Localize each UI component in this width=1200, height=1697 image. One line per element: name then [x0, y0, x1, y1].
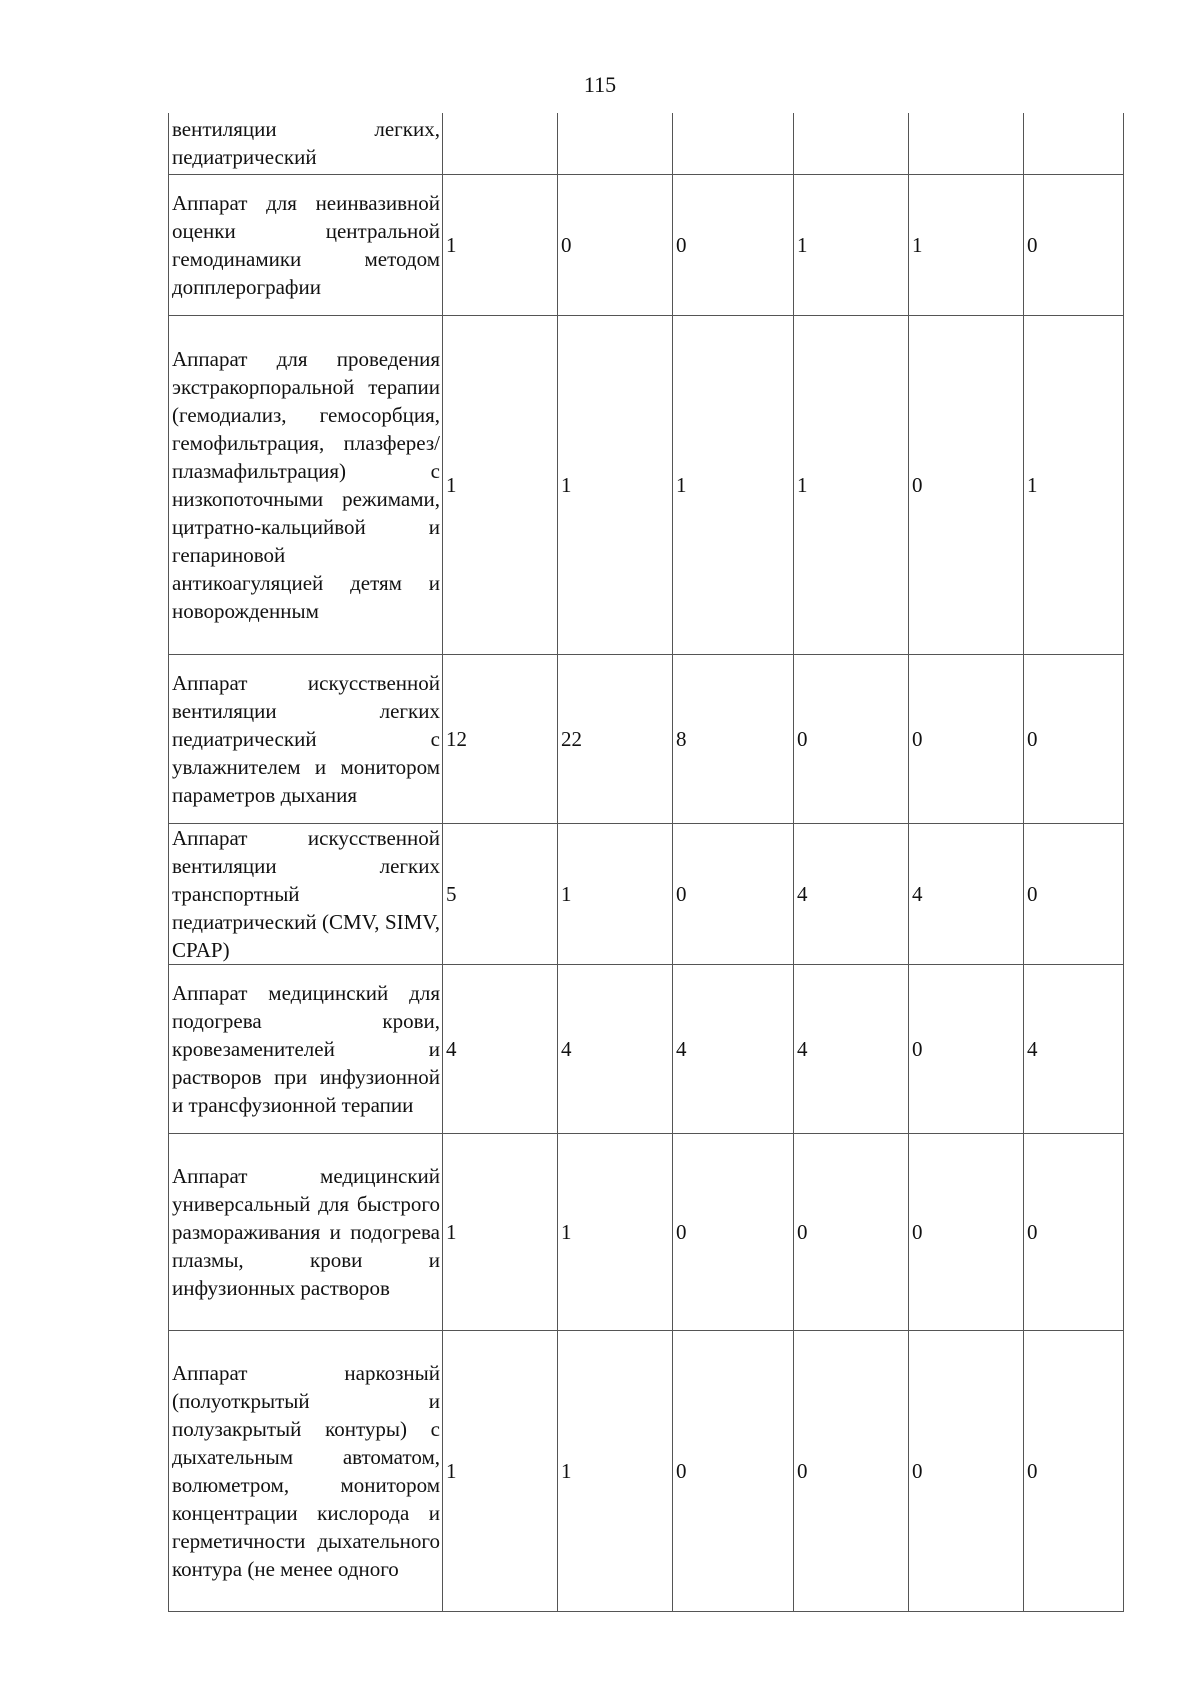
quantity-cell: 0	[909, 315, 1024, 654]
quantity-cell: 1	[558, 823, 673, 964]
quantity-cell: 1	[443, 315, 558, 654]
table-row	[169, 823, 1124, 964]
quantity-cell: 0	[1024, 823, 1124, 964]
quantity-cell: 1	[1024, 315, 1124, 654]
quantity-cell: 1	[443, 1330, 558, 1611]
quantity-cell: 0	[673, 1330, 794, 1611]
quantity-cell: 0	[909, 1330, 1024, 1611]
quantity-cell: 1	[794, 174, 909, 315]
quantity-cell	[673, 113, 794, 174]
quantity-cell: 4	[794, 823, 909, 964]
quantity-cell: 1	[443, 1133, 558, 1330]
quantity-cell: 5	[443, 823, 558, 964]
quantity-cell: 4	[794, 964, 909, 1133]
quantity-cell: 4	[558, 964, 673, 1133]
quantity-cell: 0	[909, 964, 1024, 1133]
equipment-name-cell: вентиляции легких, педиатрический	[169, 113, 443, 174]
equipment-name-cell: Аппарат искусственной вентиляции легких педиатрический с увлажнителем и монитором параметров дыхания	[169, 654, 443, 823]
table-row	[169, 654, 1124, 823]
quantity-cell: 0	[909, 654, 1024, 823]
quantity-cell: 0	[558, 174, 673, 315]
quantity-cell: 1	[443, 174, 558, 315]
quantity-cell: 1	[558, 315, 673, 654]
quantity-cell	[1024, 113, 1124, 174]
quantity-cell: 0	[1024, 174, 1124, 315]
quantity-cell: 0	[794, 654, 909, 823]
quantity-cell: 0	[794, 1133, 909, 1330]
quantity-cell: 22	[558, 654, 673, 823]
quantity-cell	[794, 113, 909, 174]
equipment-name-cell: Аппарат для проведения экстракорпоральной терапии (гемодиализ, гемосорбция, гемофильтрация, плазферез/плазмафильтрация) с низкопоточными режимами, цитратно-кальцийвой и гепариновой антикоагуляцией детям и новорожденным	[169, 315, 443, 654]
quantity-cell: 0	[673, 174, 794, 315]
equipment-name-cell: Аппарат для неинвазивной оценки центральной гемодинамики методом допплерографии	[169, 174, 443, 315]
table-row	[169, 1330, 1124, 1611]
quantity-cell: 0	[909, 1133, 1024, 1330]
quantity-cell: 4	[443, 964, 558, 1133]
page-number: 115	[583, 72, 617, 97]
equipment-name-cell: Аппарат искусственной вентиляции легких транспортный педиатрический (CMV, SIMV, CPAP)	[169, 823, 443, 964]
equipment-name-cell: Аппарат медицинский универсальный для быстрого размораживания и подогрева плазмы, крови и инфузионных растворов	[169, 1133, 443, 1330]
equipment-name-cell: Аппарат наркозный (полуоткрытый и полузакрытый контуры) с дыхательным автоматом, волюметром, монитором концентрации кислорода и герметичности дыхательного контура (не менее одного	[169, 1330, 443, 1611]
quantity-cell: 1	[558, 1133, 673, 1330]
quantity-cell: 1	[909, 174, 1024, 315]
equipment-table	[168, 113, 1124, 1612]
quantity-cell	[443, 113, 558, 174]
quantity-cell: 1	[673, 315, 794, 654]
table-row	[169, 964, 1124, 1133]
quantity-cell: 12	[443, 654, 558, 823]
quantity-cell: 0	[794, 1330, 909, 1611]
quantity-cell: 0	[1024, 654, 1124, 823]
table-row	[169, 1133, 1124, 1330]
table-row	[169, 113, 1124, 174]
quantity-cell: 4	[909, 823, 1024, 964]
quantity-cell: 0	[1024, 1133, 1124, 1330]
table-row	[169, 174, 1124, 315]
table-row	[169, 315, 1124, 654]
equipment-name-cell: Аппарат медицинский для подогрева крови, кровезаменителей и растворов при инфузионной и трансфузионной терапии	[169, 964, 443, 1133]
quantity-cell: 8	[673, 654, 794, 823]
quantity-cell: 0	[673, 823, 794, 964]
quantity-cell: 0	[673, 1133, 794, 1330]
quantity-cell: 1	[794, 315, 909, 654]
quantity-cell: 0	[1024, 1330, 1124, 1611]
quantity-cell: 1	[558, 1330, 673, 1611]
quantity-cell	[909, 113, 1024, 174]
quantity-cell: 4	[673, 964, 794, 1133]
quantity-cell: 4	[1024, 964, 1124, 1133]
quantity-cell	[558, 113, 673, 174]
